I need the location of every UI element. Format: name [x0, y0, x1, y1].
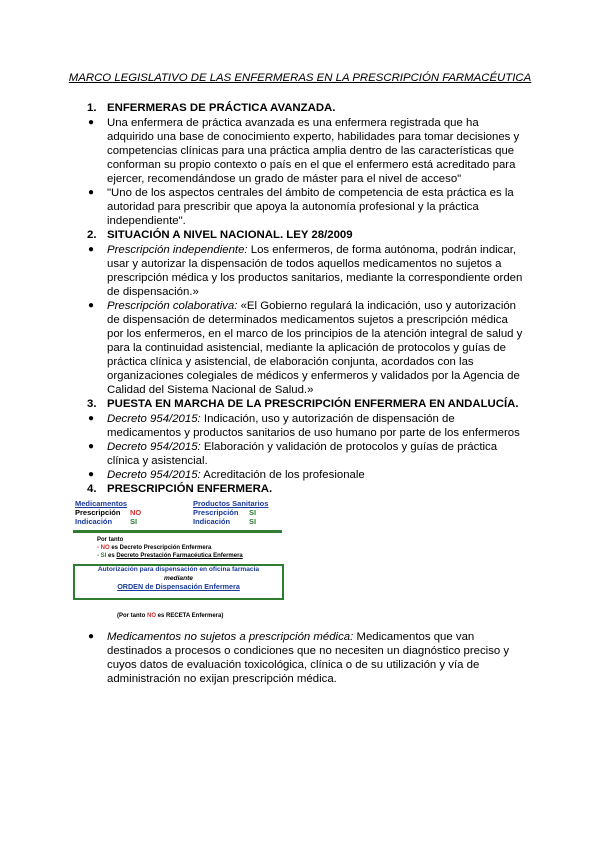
note-line-1	[97, 544, 211, 552]
note-text: Decreto Prestación Farmacéutica Enfermera	[116, 553, 243, 559]
note-si: - SI	[97, 553, 107, 559]
row-label-prescripcion-2: Prescripción	[193, 508, 239, 517]
bullet-icon: ●	[88, 441, 95, 452]
footer-text-b: es RECETA Enfermera)	[156, 613, 224, 619]
footer-no: NO	[147, 613, 156, 619]
prescription-summary-graphic	[73, 498, 288, 626]
row-label-indicacion: Indicación	[75, 517, 113, 526]
bullet-icon: ●	[88, 631, 95, 642]
note-text: es Decreto Prescripción Enfermera	[109, 545, 212, 551]
page-title: MARCO LEGISLATIVO DE LAS ENFERMERAS EN LA PRESCRIPCIÓN FARMACÉUTICA	[68, 72, 532, 84]
bullet-icon: ●	[88, 413, 95, 424]
bullet-icon: ●	[88, 187, 95, 198]
bullet-icon: ●	[88, 300, 95, 311]
item-lead: Decreto 954/2015:	[107, 469, 201, 481]
note-line-2	[97, 552, 243, 560]
item-text: Indicación, uso y autorización de dispensación de medicamentos y productos sanitarios de uso humano por parte de los enfermeros	[107, 413, 520, 439]
document-body	[0, 101, 600, 686]
dispensation-box	[73, 564, 284, 600]
bullet-icon: ●	[88, 117, 95, 128]
item-lead: Decreto 954/2015:	[107, 413, 201, 425]
item-text: Una enfermera de práctica avanzada es una enfermera registrada que ha adquirido una base de conocimiento experto, habilidades para tomar decisiones y competencias clínicas para una práctica amplia dentro de las características que conforman su propio contexto o país en el que el enfermero está acreditado para ejercer, recomendándose un grado de máster para el nivel de acceso"	[107, 117, 520, 185]
table-header-medicamentos: Medicamentos	[75, 499, 128, 508]
cell-med-indicacion: SI	[130, 517, 138, 526]
cell-ps-indicacion: SI	[249, 517, 257, 526]
item-lead: Prescripción colaborativa:	[107, 300, 238, 312]
box-line-3: ORDEN de Dispensación Enfermera	[117, 582, 240, 591]
list-item	[88, 116, 527, 186]
section-heading-3	[87, 397, 600, 412]
item-text: Los enfermeros, de forma autónoma, podrán indicar, usar y autorizar la dispensación de todos aquellos medicamentos no sujetos a prescripción médica y los productos sanitarios, mediante la correspondiente orden de dispensación.»	[107, 244, 523, 298]
section-heading-4	[87, 482, 600, 497]
note-intro: Por tanto	[97, 537, 124, 543]
list-item	[88, 299, 527, 397]
footer-text-a: (Por tanto	[117, 613, 147, 619]
box-line-1: Autorización para dispensación en oficina farmacia	[97, 566, 260, 573]
note-no: - NO	[97, 545, 110, 551]
item-text: Acreditación de los profesionale	[200, 469, 365, 481]
item-text: «El Gobierno regulará la indicación, uso y autorización de dispensación de determinados medicamentos sujetos a prescripción médica por los enfermeros, en el marco de los principios de la atención integral de salud y para la continuidad asistencial, mediante la aplicación de protocolos y guías de práctica clínica y asistencial, de elaboración conjunta, acordados con las organizaciones colegiales de médicos y enfermeros y validados por la Agencia de Calidad del Sistema Nacional de Salud.»	[107, 300, 523, 396]
cell-ps-prescripcion: SI	[249, 508, 257, 517]
row-label-indicacion-2: Indicación	[193, 517, 231, 526]
list-item	[88, 440, 527, 468]
bullet-icon: ●	[88, 469, 95, 480]
section-title: SITUACIÓN A NIVEL NACIONAL. LEY 28/2009	[107, 229, 353, 241]
section-number: 2.	[87, 229, 97, 241]
section-title: PRESCRIPCIÓN ENFERMERA.	[107, 483, 273, 495]
bullet-icon: ●	[88, 244, 95, 255]
section-title: ENFERMERAS DE PRÁCTICA AVANZADA.	[107, 102, 336, 114]
item-text: Medicamentos que van destinados a procesos o condiciones que no necesiten un diagnóstico preciso y cuyos datos de evaluación toxicológica, clínica o de su utilización y vía de administración no exijan prescripción médica.	[107, 631, 510, 685]
summary-table	[73, 498, 282, 533]
list-item	[88, 468, 527, 482]
item-text: Elaboración y validación de protocolos y guías de práctica clínica y asistencial.	[107, 441, 498, 467]
item-text: "Uno de los aspectos centrales del ámbito de competencia de esta práctica es la autoridad para prescribir que apoya la autonomía profesional y la práctica independiente".	[107, 187, 514, 227]
graphic-footer	[117, 612, 223, 620]
cell-med-prescripcion: NO	[130, 508, 142, 517]
section-heading-2	[87, 228, 600, 243]
row-label-prescripcion: Prescripción	[75, 508, 121, 517]
list-item	[88, 186, 527, 228]
section-number: 1.	[87, 102, 97, 114]
box-line-2: mediante	[164, 574, 193, 582]
section-title: PUESTA EN MARCHA DE LA PRESCRIPCIÓN ENFERMERA EN ANDALUCÍA.	[107, 398, 519, 410]
item-lead: Prescripción independiente:	[107, 244, 248, 256]
item-lead: Decreto 954/2015:	[107, 441, 201, 453]
section-number: 3.	[87, 398, 97, 410]
table-header-productos: Productos Sanitarios	[193, 499, 269, 508]
list-item	[88, 412, 527, 440]
list-item	[88, 630, 527, 686]
section-number: 4.	[87, 483, 97, 495]
note-es: es	[106, 553, 117, 559]
section-heading-1	[87, 101, 600, 116]
item-lead: Medicamentos no sujetos a prescripción médica:	[107, 631, 354, 643]
list-item	[88, 243, 527, 299]
